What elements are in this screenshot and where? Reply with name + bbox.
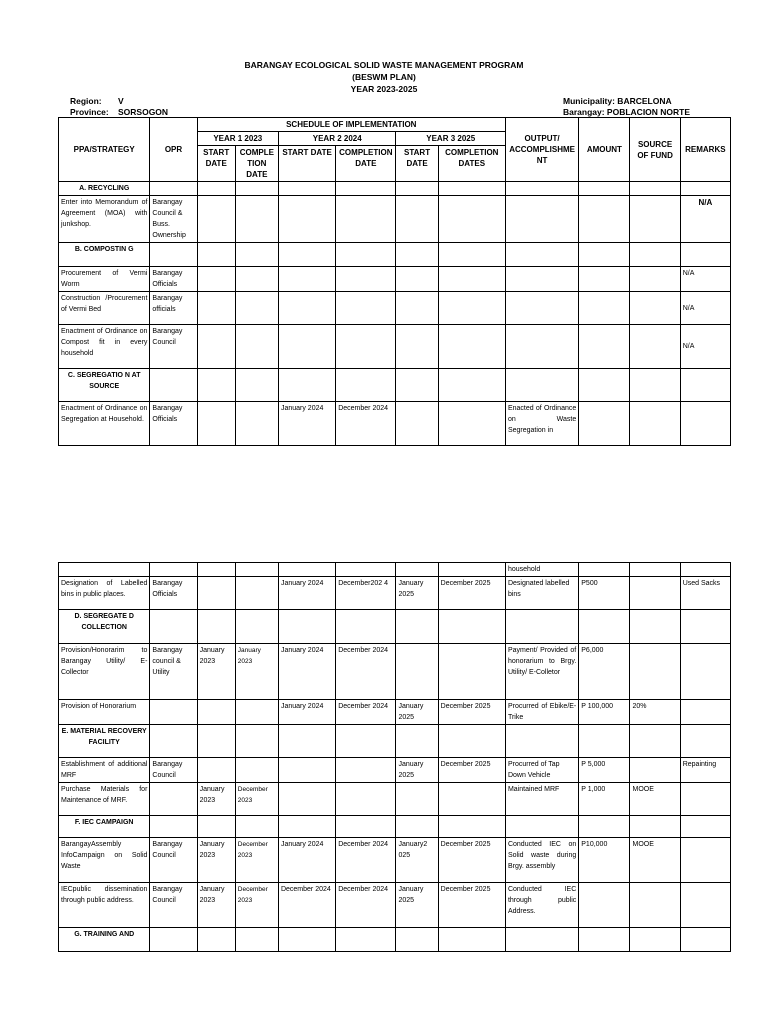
opr-cell: Barangay Council & Buss. Ownership [150, 196, 197, 243]
header-output: OUTPUT/ ACCOMPLISHME NT [505, 118, 578, 182]
output-cell: Conducted IEC through public Address. [505, 883, 578, 928]
province-line [70, 107, 168, 117]
header-remarks: REMARKS [680, 118, 730, 182]
y2-start-cell: January 2024 [278, 838, 335, 883]
table-row [59, 838, 731, 883]
y2-start-cell: January 2024 [278, 402, 335, 446]
region-line [70, 96, 124, 106]
output-cell: Maintained MRF [505, 783, 578, 816]
amount-cell: P500 [579, 577, 630, 610]
section-training: G. TRAINING AND [59, 928, 150, 952]
y3-start-cell: January 2025 [396, 700, 438, 725]
remarks-cell: N/A [680, 292, 730, 325]
y1-start-cell: January 2023 [197, 838, 235, 883]
region-value: V [118, 96, 124, 106]
y3-end-cell: December 2025 [438, 577, 505, 610]
table-row [59, 577, 731, 610]
remarks-cell: N/A [680, 325, 730, 369]
ppa-cell: Establishment of additional MRF [59, 758, 150, 783]
header-source: SOURCE OF FUND [630, 118, 680, 182]
output-cell: Enacted of Ordinance on Waste Segregation in [505, 402, 578, 446]
opr-cell: Barangay Council [150, 838, 197, 883]
y2-end-cell: December 2024 [336, 838, 396, 883]
province-value: SORSOGON [118, 107, 169, 117]
opr-cell: Barangay Officials [150, 402, 197, 446]
y1-start-cell: January 2023 [197, 783, 235, 816]
amount-cell: P 1,000 [579, 783, 630, 816]
header-amount: AMOUNT [579, 118, 630, 182]
ppa-cell: Provision/Honorarim to Barangay Utility/ E-Collector [59, 644, 150, 700]
y2-end-cell: December 2024 [336, 644, 396, 700]
ppa-cell: BarangayAssembly InfoCampaign on Solid Waste [59, 838, 150, 883]
y3-end-cell: December 2025 [438, 758, 505, 783]
amount-cell: P 5,000 [579, 758, 630, 783]
barangay: Barangay: POBLACION NORTE [563, 107, 691, 117]
amount-cell: P6,000 [579, 644, 630, 700]
source-cell: 20% [630, 700, 680, 725]
y2-start-cell: January 2024 [278, 577, 335, 610]
header-schedule: SCHEDULE OF IMPLEMENTATION [197, 118, 505, 132]
output-cell: Procurred of Ebike/E-Trike [505, 700, 578, 725]
ppa-cell: Designation of Labelled bins in public places. [59, 577, 150, 610]
y3-start-cell: January 2025 [396, 577, 438, 610]
header-year3: YEAR 3 2025 [396, 132, 505, 146]
plan-table-page1 [58, 117, 731, 446]
table-row [59, 292, 731, 325]
ppa-cell: Enactment of Ordinance on Compost fit in every household [59, 325, 150, 369]
region-label: Region: [70, 96, 102, 106]
header-year1: YEAR 1 2023 [197, 132, 278, 146]
y2-end-cell: December 2024 [336, 402, 396, 446]
y2-end-cell: December 2024 [336, 883, 396, 928]
plan-table-page2 [58, 562, 731, 952]
source-cell: MOOE [630, 838, 680, 883]
amount-cell: P10,000 [579, 838, 630, 883]
source-cell: MOOE [630, 783, 680, 816]
table-row [59, 758, 731, 783]
table-row [59, 563, 731, 577]
output-cell: Payment/ Provided of honorarium to Brgy. Utility/ E-Colletor [505, 644, 578, 700]
output-cell: household [505, 563, 578, 577]
municipality: Municipality: BARCELONA [563, 96, 672, 106]
y1-end-cell: January 2023 [235, 644, 278, 700]
table-row [59, 402, 731, 446]
opr-cell: Barangay officials [150, 292, 197, 325]
section-composting: B. COMPOSTIN G [59, 243, 150, 267]
y3-end-cell: December 2025 [438, 883, 505, 928]
output-cell: Procurred of Tap Down Vehicle [505, 758, 578, 783]
table-row [59, 325, 731, 369]
table-row [59, 700, 731, 725]
doc-title: BARANGAY ECOLOGICAL SOLID WASTE MANAGEMENT PROGRAM [244, 60, 524, 70]
section-segregation: C. SEGREGATIO N AT SOURCE [59, 369, 150, 402]
y3-start-cell: January 2025 [396, 758, 438, 783]
y1-end-cell: December 2023 [235, 838, 278, 883]
header-opr: OPR [150, 118, 197, 182]
y2-start-cell: January 2024 [278, 644, 335, 700]
header-y2-end: COMPLETION DATE [336, 146, 396, 182]
ppa-cell: Enter into Memorandum of Agreement (MOA) with junkshop. [59, 196, 150, 243]
remarks-cell: Used Sacks [680, 577, 730, 610]
header-y3-start: START DATE [396, 146, 438, 182]
ppa-cell: Procurement of Vermi Worm [59, 267, 150, 292]
y1-start-cell: January 2023 [197, 644, 235, 700]
opr-cell: Barangay council & Utility [150, 644, 197, 700]
section-mrf: E. MATERIAL RECOVERY FACILITY [59, 725, 150, 758]
y2-end-cell: December202 4 [336, 577, 396, 610]
header-ppa: PPA/STRATEGY [59, 118, 150, 182]
y2-end-cell: December 2024 [336, 700, 396, 725]
opr-cell: Barangay Officials [150, 267, 197, 292]
remarks-cell: N/A [680, 267, 730, 292]
y3-start-cell: January 2025 [396, 883, 438, 928]
remarks-cell: Repainting [680, 758, 730, 783]
header-y2-start: START DATE [278, 146, 335, 182]
ppa-cell: Provision of Honorarium [59, 700, 150, 725]
amount-cell: P 100,000 [579, 700, 630, 725]
opr-cell: Barangay Council [150, 758, 197, 783]
doc-year: YEAR 2023-2025 [350, 84, 418, 94]
header-y1-start: START DATE [197, 146, 235, 182]
opr-cell: Barangay Officials [150, 577, 197, 610]
y3-start-cell: January2 025 [396, 838, 438, 883]
table-row [59, 783, 731, 816]
table-row [59, 196, 731, 243]
table-row [59, 644, 731, 700]
section-recycling: A. RECYCLING [59, 182, 150, 196]
section-iec: F. IEC CAMPAIGN [59, 816, 150, 838]
table-row [59, 267, 731, 292]
ppa-cell: Construction /Procurement of Vermi Bed [59, 292, 150, 325]
opr-cell: Barangay Council [150, 883, 197, 928]
header-y1-end: COMPLE TION DATE [235, 146, 278, 182]
output-cell: Designated labelled bins [505, 577, 578, 610]
section-segregated-collection: D. SEGREGATE D COLLECTION [59, 610, 150, 644]
y3-end-cell: December 2025 [438, 838, 505, 883]
ppa-cell: IECpublic dissemination through public address. [59, 883, 150, 928]
header-y3-end: COMPLETION DATES [438, 146, 505, 182]
opr-cell: Barangay Council [150, 325, 197, 369]
remarks-cell: N/A [680, 196, 730, 243]
y1-end-cell: December 2023 [235, 783, 278, 816]
y2-start-cell: January 2024 [278, 700, 335, 725]
output-cell: Conducted IEC on Solid waste during Brgy. assembly [505, 838, 578, 883]
header-year2: YEAR 2 2024 [278, 132, 396, 146]
y2-start-cell: December 2024 [278, 883, 335, 928]
y1-end-cell: December 2023 [235, 883, 278, 928]
ppa-cell: Purchase Materials for Maintenance of MRF. [59, 783, 150, 816]
ppa-cell: Enactment of Ordinance on Segregation at Household. [59, 402, 150, 446]
province-label: Province: [70, 107, 109, 117]
y3-end-cell: December 2025 [438, 700, 505, 725]
doc-subtitle: (BESWM PLAN) [352, 72, 416, 82]
table-row [59, 883, 731, 928]
y1-start-cell: January 2023 [197, 883, 235, 928]
